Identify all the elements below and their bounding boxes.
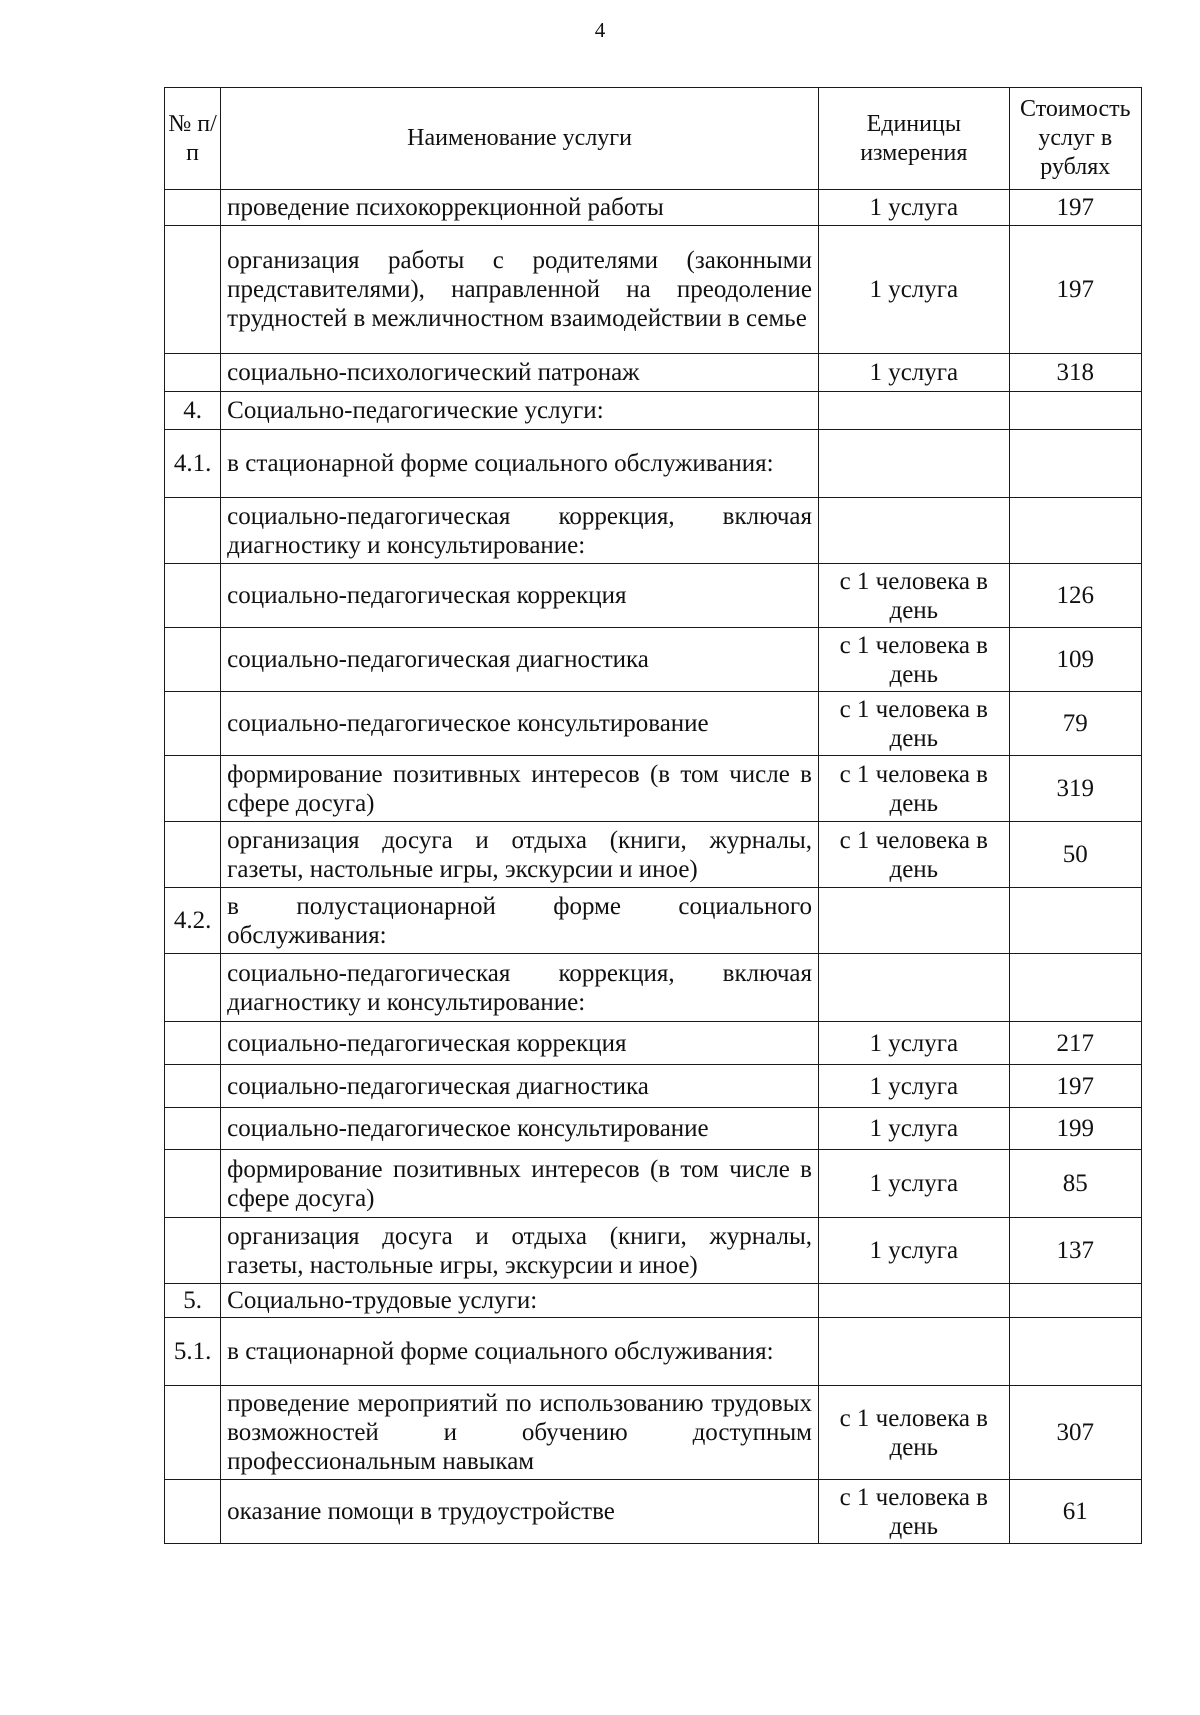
row-price: 197 xyxy=(1009,1065,1141,1108)
row-number xyxy=(165,628,221,692)
row-service-name: в стационарной форме социального обслуживания: xyxy=(221,1318,819,1386)
row-unit xyxy=(819,888,1010,954)
row-unit xyxy=(819,954,1010,1022)
row-number xyxy=(165,1480,221,1544)
row-price xyxy=(1009,1318,1141,1386)
table-row xyxy=(165,692,1142,756)
row-unit: 1 услуга xyxy=(819,1108,1010,1150)
row-unit: 1 услуга xyxy=(819,190,1010,226)
table-header-row xyxy=(165,88,1142,190)
row-number xyxy=(165,1150,221,1218)
row-service-name: формирование позитивных интересов (в том числе в сфере досуга) xyxy=(221,756,819,822)
header-unit: Единицы измерения xyxy=(819,88,1010,190)
table-row xyxy=(165,1108,1142,1150)
row-service-name: социально-психологический патронаж xyxy=(221,354,819,392)
table-row xyxy=(165,888,1142,954)
row-price xyxy=(1009,888,1141,954)
row-price: 85 xyxy=(1009,1150,1141,1218)
row-price: 319 xyxy=(1009,756,1141,822)
row-price: 197 xyxy=(1009,226,1141,354)
row-service-name: Социально-педагогические услуги: xyxy=(221,392,819,430)
row-price: 126 xyxy=(1009,564,1141,628)
row-number xyxy=(165,226,221,354)
row-number: 4.1. xyxy=(165,430,221,498)
row-number xyxy=(165,822,221,888)
row-service-name: формирование позитивных интересов (в том числе в сфере досуга) xyxy=(221,1150,819,1218)
row-number xyxy=(165,1065,221,1108)
row-price: 61 xyxy=(1009,1480,1141,1544)
table-row xyxy=(165,392,1142,430)
row-unit: 1 услуга xyxy=(819,1150,1010,1218)
row-number xyxy=(165,1218,221,1284)
row-service-name: социально-педагогическая диагностика xyxy=(221,1065,819,1108)
row-unit: с 1 человека в день xyxy=(819,822,1010,888)
table-row xyxy=(165,1150,1142,1218)
row-price: 109 xyxy=(1009,628,1141,692)
row-service-name: социально-педагогическая коррекция, включая диагностику и консультирование: xyxy=(221,498,819,564)
row-unit xyxy=(819,1284,1010,1318)
table-row xyxy=(165,498,1142,564)
row-price xyxy=(1009,954,1141,1022)
row-number xyxy=(165,1022,221,1065)
table-row xyxy=(165,430,1142,498)
table-row xyxy=(165,1065,1142,1108)
row-price xyxy=(1009,498,1141,564)
row-unit xyxy=(819,392,1010,430)
table-row xyxy=(165,226,1142,354)
row-price: 137 xyxy=(1009,1218,1141,1284)
row-price: 307 xyxy=(1009,1386,1141,1480)
table-row xyxy=(165,628,1142,692)
table-row xyxy=(165,1318,1142,1386)
row-number: 5. xyxy=(165,1284,221,1318)
row-number: 4.2. xyxy=(165,888,221,954)
row-price: 50 xyxy=(1009,822,1141,888)
row-unit: с 1 человека в день xyxy=(819,628,1010,692)
row-service-name: проведение психокоррекционной работы xyxy=(221,190,819,226)
row-service-name: организация досуга и отдыха (книги, журналы, газеты, настольные игры, экскурсии и иное) xyxy=(221,822,819,888)
row-price xyxy=(1009,1284,1141,1318)
row-number: 4. xyxy=(165,392,221,430)
row-service-name: организация работы с родителями (законными представителями), направленной на преодоление трудностей в межличностном взаимодействии в семье xyxy=(221,226,819,354)
row-service-name: социально-педагогическая коррекция xyxy=(221,564,819,628)
row-unit: с 1 человека в день xyxy=(819,756,1010,822)
row-number xyxy=(165,354,221,392)
row-price: 197 xyxy=(1009,190,1141,226)
table-row xyxy=(165,354,1142,392)
table-row xyxy=(165,954,1142,1022)
row-service-name: в полустационарной форме социального обслуживания: xyxy=(221,888,819,954)
row-service-name: социально-педагогическое консультирование xyxy=(221,1108,819,1150)
table-row xyxy=(165,190,1142,226)
row-number xyxy=(165,564,221,628)
table-row xyxy=(165,1284,1142,1318)
row-price xyxy=(1009,430,1141,498)
row-unit xyxy=(819,498,1010,564)
header-service-name: Наименование услуги xyxy=(221,88,819,190)
table-row xyxy=(165,756,1142,822)
row-service-name: организация досуга и отдыха (книги, журналы, газеты, настольные игры, экскурсии и иное) xyxy=(221,1218,819,1284)
row-number xyxy=(165,1386,221,1480)
row-service-name: социально-педагогическая коррекция, включая диагностику и консультирование: xyxy=(221,954,819,1022)
row-number xyxy=(165,756,221,822)
services-price-table xyxy=(164,87,1142,1544)
row-service-name: оказание помощи в трудоустройстве xyxy=(221,1480,819,1544)
row-unit: с 1 человека в день xyxy=(819,564,1010,628)
row-price: 79 xyxy=(1009,692,1141,756)
row-unit: 1 услуга xyxy=(819,1065,1010,1108)
header-number: № п/п xyxy=(165,88,221,190)
row-number: 5.1. xyxy=(165,1318,221,1386)
row-unit: 1 услуга xyxy=(819,226,1010,354)
table-row xyxy=(165,1218,1142,1284)
header-price: Стоимость услуг в рублях xyxy=(1009,88,1141,190)
table-row xyxy=(165,564,1142,628)
page-number: 4 xyxy=(594,18,606,42)
row-number xyxy=(165,498,221,564)
row-unit: 1 услуга xyxy=(819,1022,1010,1065)
row-unit: с 1 человека в день xyxy=(819,692,1010,756)
row-unit xyxy=(819,430,1010,498)
row-service-name: социально-педагогическая диагностика xyxy=(221,628,819,692)
row-number xyxy=(165,954,221,1022)
row-price: 199 xyxy=(1009,1108,1141,1150)
row-unit: с 1 человека в день xyxy=(819,1386,1010,1480)
row-service-name: социально-педагогическая коррекция xyxy=(221,1022,819,1065)
table-row xyxy=(165,1480,1142,1544)
row-service-name: Социально-трудовые услуги: xyxy=(221,1284,819,1318)
row-number xyxy=(165,190,221,226)
row-unit: с 1 человека в день xyxy=(819,1480,1010,1544)
row-service-name: проведение мероприятий по использованию трудовых возможностей и обучению доступным профессиональным навыкам xyxy=(221,1386,819,1480)
row-unit: 1 услуга xyxy=(819,354,1010,392)
row-unit: 1 услуга xyxy=(819,1218,1010,1284)
row-service-name: в стационарной форме социального обслуживания: xyxy=(221,430,819,498)
table-row xyxy=(165,1022,1142,1065)
row-number xyxy=(165,692,221,756)
table-row xyxy=(165,822,1142,888)
row-service-name: социально-педагогическое консультирование xyxy=(221,692,819,756)
table-row xyxy=(165,1386,1142,1480)
row-unit xyxy=(819,1318,1010,1386)
row-price xyxy=(1009,392,1141,430)
row-price: 217 xyxy=(1009,1022,1141,1065)
row-number xyxy=(165,1108,221,1150)
row-price: 318 xyxy=(1009,354,1141,392)
